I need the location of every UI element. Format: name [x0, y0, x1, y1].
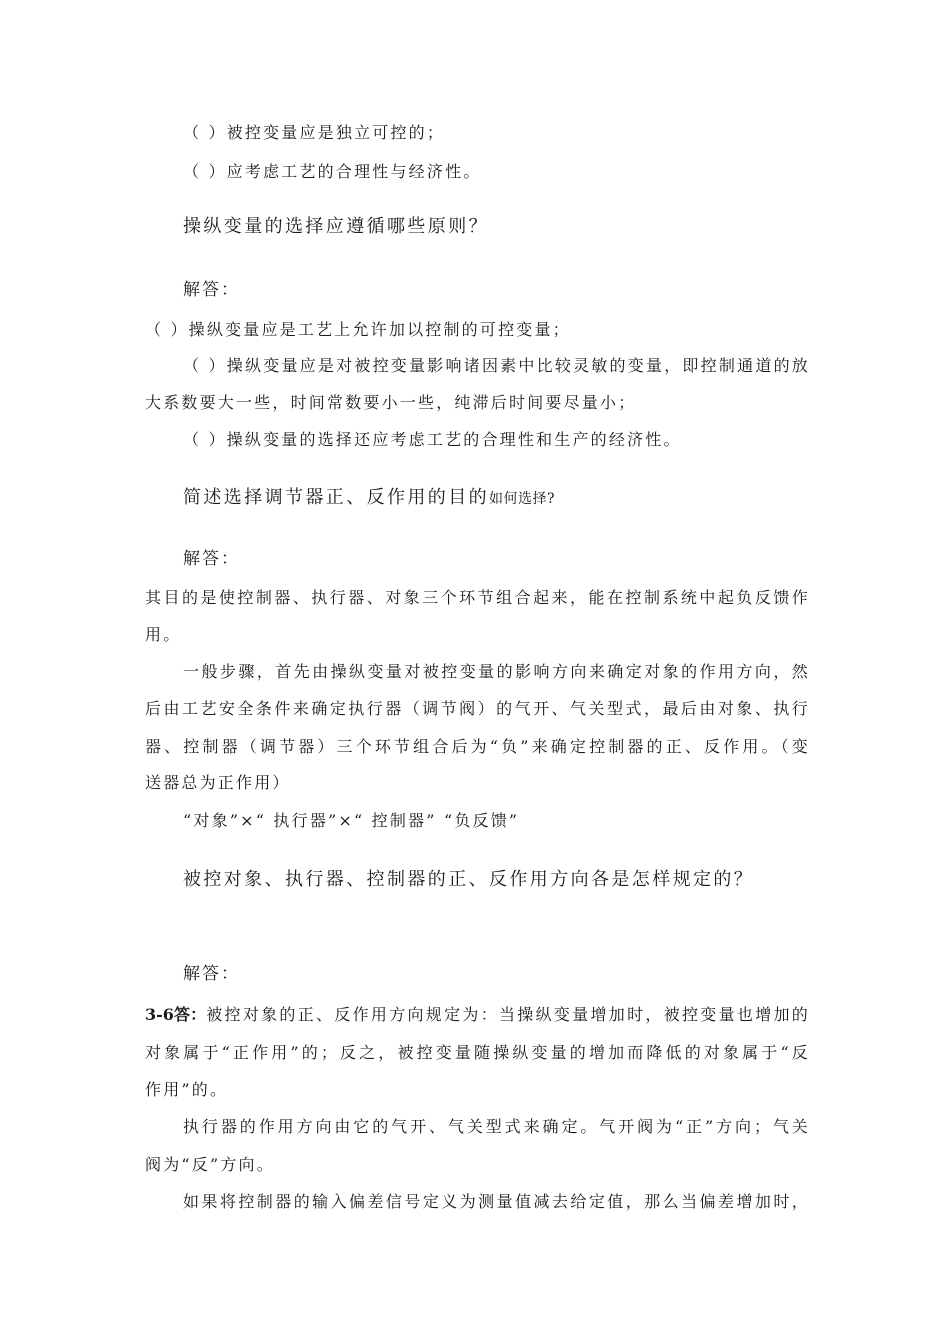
text-line: 器、控制器（调节器）三个环节组合后为“负”来确定控制器的正、反作用。（变 — [145, 737, 810, 756]
text-line: 一般步骤，首先由操纵变量对被控变量的影响方向来确定对象的作用方向，然 — [183, 662, 810, 681]
text-line: 如果将控制器的输入偏差信号定义为测量值减去给定值，那么当偏差增加时， — [183, 1192, 810, 1211]
question-heading: 操纵变量的选择应遵循哪些原则？ — [183, 216, 489, 237]
answer-label: 解答： — [183, 964, 240, 984]
question-heading-main: 简述选择调节器正、反作用的目的 — [183, 487, 489, 508]
text-line: 大系数要大一些，时间常数要小一些，纯滞后时间要尽量小； — [145, 393, 637, 412]
question-heading-tail: 如何选择? — [489, 491, 556, 507]
text-line: （ ）操纵变量的选择还应考虑工艺的合理性和生产的经济性。 — [183, 430, 682, 449]
text-line: 执行器的作用方向由它的气开、气关型式来确定。气开阀为“正”方向；气关 — [183, 1117, 810, 1136]
text-line: （ ）应考虑工艺的合理性与经济性。 — [183, 162, 482, 181]
text-line: 后由工艺安全条件来确定执行器（调节阀）的气开、气关型式，最后由对象、执行 — [145, 699, 810, 718]
answer-number: 3-6答： — [145, 1005, 207, 1024]
text-line — [145, 1005, 810, 1025]
text-line: 作用”的。 — [145, 1080, 229, 1099]
text-line: 用。 — [145, 625, 182, 644]
formula-line: “对象”×“ 执行器”×“ 控制器” “负反馈” — [183, 811, 520, 830]
text-line: （ ）被控变量应是独立可控的； — [183, 123, 446, 142]
text-line: 对象属于“正作用”的；反之，被控变量随操纵变量的增加而降低的对象属于“反 — [145, 1043, 810, 1062]
text-line: （ ）操纵变量应是对被控变量影响诸因素中比较灵敏的变量，即控制通道的放 — [183, 356, 810, 375]
text-line: （ ）操纵变量应是工艺上允许加以控制的可控变量； — [145, 320, 571, 339]
question-heading — [183, 487, 848, 509]
answer-label: 解答： — [183, 549, 240, 569]
answer-label: 解答： — [183, 280, 240, 300]
text-line: 其目的是使控制器、执行器、对象三个环节组合起来，能在控制系统中起负反馈作 — [145, 588, 810, 607]
text-line: 送器总为正作用） — [145, 773, 291, 792]
text-line: 阀为“反”方向。 — [145, 1155, 275, 1174]
answer-text: 被控对象的正、反作用方向规定为：当操纵变量增加时，被控变量也增加的 — [206, 1005, 810, 1024]
question-heading: 被控对象、执行器、控制器的正、反作用方向各是怎样规定的？ — [183, 869, 755, 890]
